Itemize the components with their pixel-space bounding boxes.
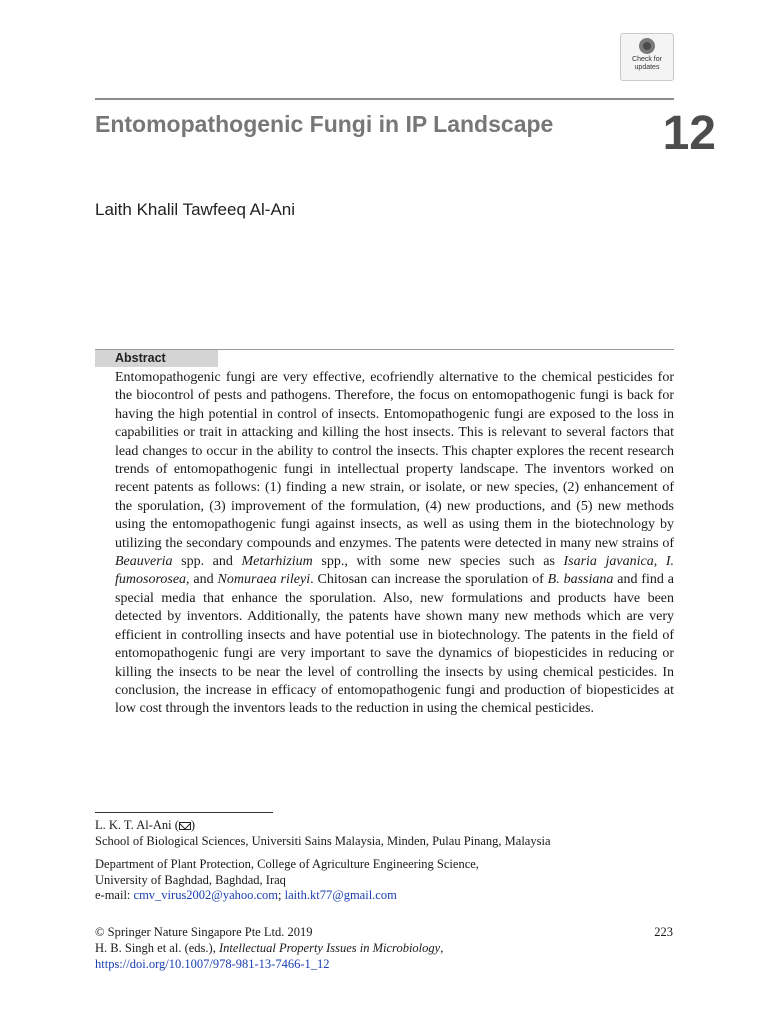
envelope-icon[interactable] bbox=[179, 822, 191, 830]
abstract-text: , and bbox=[186, 572, 218, 588]
abstract-text: and find a special media that enhance the sporulation. Also, new formulations and products have been detected by inventors. Additionally, the patents have shown many new methods which are very efficient in controlling insects and have potential use in biotechnology. The patents in the field of entomopathogenic fungi are very important to save the dynamics of biopesticides in reducing or killing the insects to be near the level of controlling the insects by using chemical pesticides. In conclusion, the increase in efficacy of entomopathogenic fungi and production of biopesticides at low cost through the inventors leads to the reduction in using the chemical pesticides. bbox=[115, 572, 675, 717]
email-line: e-mail: cmv_virus2002@yahoo.com; laith.kt77@gmail.com bbox=[95, 888, 397, 902]
species-name: Nomuraea rileyi bbox=[217, 572, 311, 588]
abstract-text: spp., with some new species such as bbox=[312, 554, 564, 570]
check-for-updates-badge[interactable] bbox=[620, 33, 674, 81]
footnote-rule bbox=[95, 812, 273, 813]
check-updates-label: Check for updates bbox=[632, 56, 662, 71]
doi-link[interactable]: https://doi.org/10.1007/978-981-13-7466-1_12 bbox=[95, 957, 330, 971]
species-name: I. fumosorosea bbox=[115, 554, 674, 588]
copyright-line: © Springer Nature Singapore Pte Ltd. 2019 bbox=[95, 925, 313, 939]
doi-line bbox=[95, 956, 675, 972]
chapter-title: Entomopathogenic Fungi in IP Landscape bbox=[95, 111, 554, 137]
publication-info bbox=[95, 924, 675, 972]
email-link-1[interactable]: cmv_virus2002@yahoo.com bbox=[133, 888, 279, 902]
abstract-text: , bbox=[653, 554, 666, 570]
affiliation-1: School of Biological Sciences, Universiti Sains Malaysia, Minden, Pulau Pinang, Malaysia bbox=[95, 833, 551, 848]
chapter-number: 12 bbox=[662, 107, 716, 160]
abstract-body bbox=[115, 369, 674, 719]
abstract-text: Entomopathogenic fungi are very effective, ecofriendly alternative to the chemical pesticides for the biocontrol of pests and pathogens. Therefore, the focus on entomopathogenic fungi is back for having the high potential in control of insects. Entomopathogenic fungi are exposed to the loss in capabilities or trait in attacking and killing the host insects. This is relevant to several factors that lead changes to occur in the ability to control the insects. This chapter explores the recent research trends of entomopathogenic fungi in intellectual property landscape. The inventors worked on recent patents as follows: (1) finding a new strain, or isolate, or new species, (2) enhancement of the sporulation, (3) improvement of the formulation, (4) new productions, and (5) new methods using the entomopathogenic fungi against insects, as well as using them in the biotechnology by utilizing the secondary compounds and enzymes. The patents were detected in many new strains of bbox=[115, 370, 674, 551]
affiliation-2-line-2: University of Baghdad, Baghdad, Iraq bbox=[95, 872, 286, 887]
citation-line: H. B. Singh et al. (eds.), Intellectual Property Issues in Microbiology, bbox=[95, 941, 444, 955]
abstract-text: spp. and bbox=[172, 554, 242, 570]
species-name: B. bassiana bbox=[547, 572, 614, 588]
species-name: Metarhizium bbox=[241, 554, 313, 570]
page-number: 223 bbox=[654, 925, 673, 939]
author-contact-line: L. K. T. Al-Ani ( ) bbox=[95, 818, 196, 832]
header-rule bbox=[95, 98, 674, 100]
author-footnotes bbox=[95, 818, 675, 904]
author-name: Laith Khalil Tawfeeq Al-Ani bbox=[95, 200, 296, 219]
email-link-2[interactable]: laith.kt77@gmail.com bbox=[284, 888, 397, 902]
abstract-label: Abstract bbox=[95, 350, 218, 367]
abstract-text: . Chitosan can increase the sporulation of bbox=[310, 572, 548, 588]
check-updates-icon bbox=[639, 38, 655, 54]
affiliation-2-line-1: Department of Plant Protection, College of Agriculture Engineering Science, bbox=[95, 857, 479, 871]
book-title: Intellectual Property Issues in Microbiology bbox=[218, 941, 441, 955]
species-name: Isaria javanica bbox=[563, 554, 654, 570]
species-name: Beauveria bbox=[115, 554, 173, 570]
